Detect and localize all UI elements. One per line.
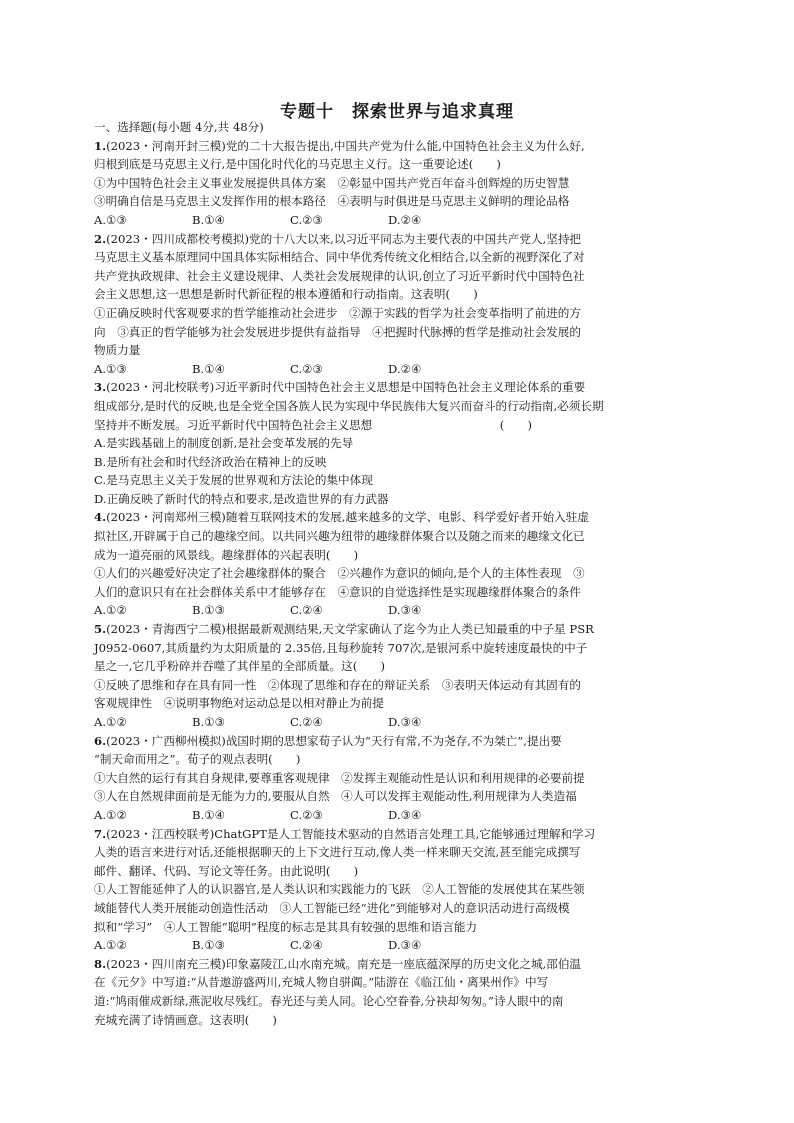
question-number: 3. <box>94 380 107 395</box>
question-text: 人类的语言来进行对话,还能根据聊天的上下文进行互动,像人类一样来聊天交流,甚至能完成撰写 <box>94 845 581 860</box>
question-text: (2023・河南郑州三模)随着互联网技术的发展,越来越多的文学、电影、科学爱好者开始入驻虚 <box>106 510 589 525</box>
question-line <box>94 304 702 323</box>
question-line <box>94 546 702 565</box>
question-8 <box>94 955 702 1029</box>
answer-options <box>94 713 702 732</box>
question-line <box>94 508 702 527</box>
question-list <box>94 118 702 1029</box>
answer-option: C.②④ <box>290 938 323 953</box>
question-line <box>94 992 702 1011</box>
question-line <box>94 583 702 602</box>
question-text: (2023・四川成都校考模拟)党的十八大以来,以习近平同志为主要代表的中国共产党人,坚持把 <box>106 231 582 246</box>
question-line <box>94 1011 702 1030</box>
answer-options <box>94 360 702 379</box>
question-text: ①人工智能延伸了人的认识器官,是人类认识和实践能力的飞跃 ②人工智能的发展使其在某些领 <box>94 882 585 897</box>
question-text: 道:“鸠雨催成新绿,燕泥收尽残红。春光还与美人同。论心空眷眷,分袂却匆匆。”诗人眼中的南 <box>94 993 564 1008</box>
answer-option: D.②④ <box>388 212 422 227</box>
question-6 <box>94 732 702 825</box>
question-5 <box>94 620 702 732</box>
question-text: J0952-0607,其质量约为太阳质量的 2.35倍,且每秒旋转 707次,是银河系中旋转速度最快的中子 <box>94 640 588 655</box>
answer-option: D.②④ <box>388 361 422 376</box>
question-text: 在《元夕》中写道:“从昔遨游盛两川,充城人物自骈阗。”陆游在《临江仙・离果州作》中写 <box>94 975 549 990</box>
answer-option: A.①③ <box>94 212 127 227</box>
question-line <box>94 323 702 342</box>
question-number: 1. <box>94 138 107 153</box>
question-number: 4. <box>94 510 107 525</box>
question-text: 会主义思想,这一思想是新时代新征程的根本遵循和行动指南。这表明( ) <box>94 287 478 302</box>
question-line <box>94 657 702 676</box>
question-line <box>94 174 702 193</box>
question-line <box>94 955 702 974</box>
answer-option: B.①④ <box>192 807 225 822</box>
question-line <box>94 732 702 751</box>
answer-option: C.②③ <box>290 212 323 227</box>
question-text: 物质力量 <box>94 343 141 358</box>
answer-option: B.①③ <box>192 938 225 953</box>
page-title: 专题十 探索世界与追求真理 <box>280 102 514 122</box>
question-text: 组成部分,是时代的反映,也是全党全国各族人民为实现中华民族伟大复兴而奋斗的行动指南,必须长期 <box>94 398 604 413</box>
question-line <box>94 230 702 249</box>
question-line <box>94 694 702 713</box>
question-line <box>94 620 702 639</box>
answer-option: B.①④ <box>192 212 225 227</box>
question-line <box>94 192 702 211</box>
answer-option: A.①② <box>94 807 127 822</box>
answer-option: D.③④ <box>388 715 422 729</box>
question-text: ①反映了思维和存在具有同一性 ②体现了思维和存在的辩证关系 ③表明天体运动有其固有的 <box>94 677 581 692</box>
question-line <box>94 378 702 397</box>
question-text: (2023・江西校联考)ChatGPT是人工智能技术驱动的自然语言处理工具,它能够通过理解和学习 <box>106 826 596 841</box>
question-line <box>94 899 702 918</box>
question-text: A.是实践基础上的制度创新,是社会变革发展的先导 <box>94 436 354 451</box>
question-line <box>94 490 702 509</box>
question-text: (2023・河南开封三模)党的二十大报告提出,中国共产党为什么能,中国特色社会主义为什么好, <box>106 138 585 153</box>
question-line <box>94 527 702 546</box>
question-line <box>94 880 702 899</box>
question-text: D.正确反映了新时代的特点和要求,是改造世界的有力武器 <box>94 491 389 506</box>
question-text: “制天命而用之”。荀子的观点表明( ) <box>94 752 301 767</box>
question-line <box>94 434 702 453</box>
question-number: 5. <box>94 622 107 637</box>
answer-option: B.①③ <box>192 715 225 729</box>
question-text: ①为中国特色社会主义事业发展提供具体方案 ②彰显中国共产党百年奋斗创辉煌的历史智慧 <box>94 175 570 190</box>
question-line <box>94 341 702 360</box>
question-text: (2023・广西柳州模拟)战国时期的思想家荀子认为“天行有常,不为尧存,不为桀亡”,提出要 <box>106 733 562 748</box>
answer-option: B.①④ <box>192 361 225 376</box>
question-1 <box>94 137 702 230</box>
question-text: 拟和“学习” ④人工智能“聪明”程度的标志是其具有较强的思维和语言能力 <box>94 919 478 934</box>
question-text: 坚持并不断发展。习近平新时代中国特色社会主义思想 ( ) <box>94 417 533 432</box>
question-line <box>94 471 702 490</box>
question-line <box>94 397 702 416</box>
question-line <box>94 676 702 695</box>
question-line <box>94 862 702 881</box>
answer-option: B.①③ <box>192 603 225 618</box>
question-text: C.是马克思主义关于发展的世界观和方法论的集中体现 <box>94 473 373 488</box>
question-line <box>94 750 702 769</box>
question-number: 2. <box>94 231 107 246</box>
answer-option: A.①② <box>94 938 127 953</box>
question-text: 域能替代人类开展能动创造性活动 ③人工智能已经“进化”到能够对人的意识活动进行高级模 <box>94 900 570 915</box>
question-text: 邮件、翻译、代码、写论文等任务。由此说明( ) <box>94 863 359 878</box>
question-line <box>94 453 702 472</box>
answer-option: A.①② <box>94 603 127 618</box>
question-3 <box>94 378 702 508</box>
question-text: ①正确反映时代客观要求的哲学能推动社会进步 ②源于实践的哲学为社会变革指明了前进的方 <box>94 305 581 320</box>
question-line <box>94 918 702 937</box>
question-text: 共产党执政规律、社会主义建设规律、人类社会发展规律的认识,创立了习近平新时代中国特色社 <box>94 268 585 283</box>
question-text: ③人在自然规律面前是无能为力的,要服从自然 ④人可以发挥主观能动性,利用规律为人类造福 <box>94 789 577 804</box>
answer-option: C.②④ <box>290 603 323 618</box>
answer-options <box>94 211 702 230</box>
answer-option: D.③④ <box>388 938 422 953</box>
answer-option: A.①③ <box>94 361 127 376</box>
answer-options <box>94 806 702 825</box>
answer-options <box>94 601 702 620</box>
answer-option: A.①② <box>94 715 127 729</box>
answer-options <box>94 936 702 955</box>
question-line <box>94 564 702 583</box>
question-text: B.是所有社会和时代经济政治在精神上的反映 <box>94 454 327 469</box>
question-2 <box>94 230 702 379</box>
question-text: 人们的意识只有在社会群体关系中才能够存在 ④意识的自觉选择性是实现趣缘群体聚合的条件 <box>94 584 581 599</box>
question-number: 8. <box>94 956 107 971</box>
question-7 <box>94 825 702 955</box>
question-line <box>94 769 702 788</box>
question-line <box>94 248 702 267</box>
question-text: 成为一道亮丽的风景线。趣缘群体的兴起表明( ) <box>94 547 359 562</box>
section-heading: 一、选择题(每小题 4分,共 48分) <box>94 120 264 134</box>
question-line <box>94 155 702 174</box>
question-text: 归根到底是马克思主义行,是中国化时代化的马克思主义行。这一重要论述( ) <box>94 157 501 172</box>
question-text: (2023・河北校联考)习近平新时代中国特色社会主义思想是中国特色社会主义理论体系的重要 <box>106 380 586 395</box>
answer-option: C.②④ <box>290 715 323 729</box>
question-text: 向 ③真正的哲学能够为社会发展进步提供有益指导 ④把握时代脉搏的哲学是推动社会发展的 <box>94 324 581 339</box>
question-text: 马克思主义基本原理同中国具体实际相结合、同中华优秀传统文化相结合,以全新的视野深化了对 <box>94 250 585 265</box>
question-line <box>94 639 702 658</box>
question-text: (2023・青海西宁二模)根据最新观测结果,天文学家确认了迄今为止人类已知最重的中子星 PSR <box>106 622 594 637</box>
question-line <box>94 825 702 844</box>
answer-option: D.③④ <box>388 807 422 822</box>
question-text: 拟社区,开辟属于自己的趣缘空间。以共同兴趣为纽带的趣缘群体聚合以及随之而来的趣缘文化已 <box>94 529 585 544</box>
question-text: 星之一,它几乎粉碎并吞噬了其伴星的全部质量。这( ) <box>94 659 385 674</box>
question-text: ①大自然的运行有其自身规律,要尊重客观规律 ②发挥主观能动性是认识和利用规律的必要前提 <box>94 770 585 785</box>
question-text: ③明确自信是马克思主义发挥作用的根本路径 ④表明与时俱进是马克思主义鲜明的理论品格 <box>94 194 570 209</box>
answer-option: D.③④ <box>388 603 422 618</box>
answer-option: C.②③ <box>290 807 323 822</box>
question-line <box>94 137 702 156</box>
question-line <box>94 787 702 806</box>
question-number: 6. <box>94 733 107 748</box>
question-text: 客观规律性 ④说明事物绝对运动总是以相对静止为前提 <box>94 696 384 711</box>
question-line <box>94 416 702 435</box>
question-line <box>94 843 702 862</box>
question-line <box>94 973 702 992</box>
question-line <box>94 267 702 286</box>
question-4 <box>94 508 702 620</box>
question-line <box>94 285 702 304</box>
question-text: (2023・四川南充三模)印象嘉陵江,山水南充城。南充是一座底蕴深厚的历史文化之城,邵伯温 <box>106 956 582 971</box>
answer-option: C.②③ <box>290 361 323 376</box>
question-text: 充城充满了诗情画意。这表明( ) <box>94 1012 277 1027</box>
question-number: 7. <box>94 826 107 841</box>
question-text: ①人们的兴趣爱好决定了社会趣缘群体的聚合 ②兴趣作为意识的倾向,是个人的主体性表现 ③ <box>94 566 585 581</box>
